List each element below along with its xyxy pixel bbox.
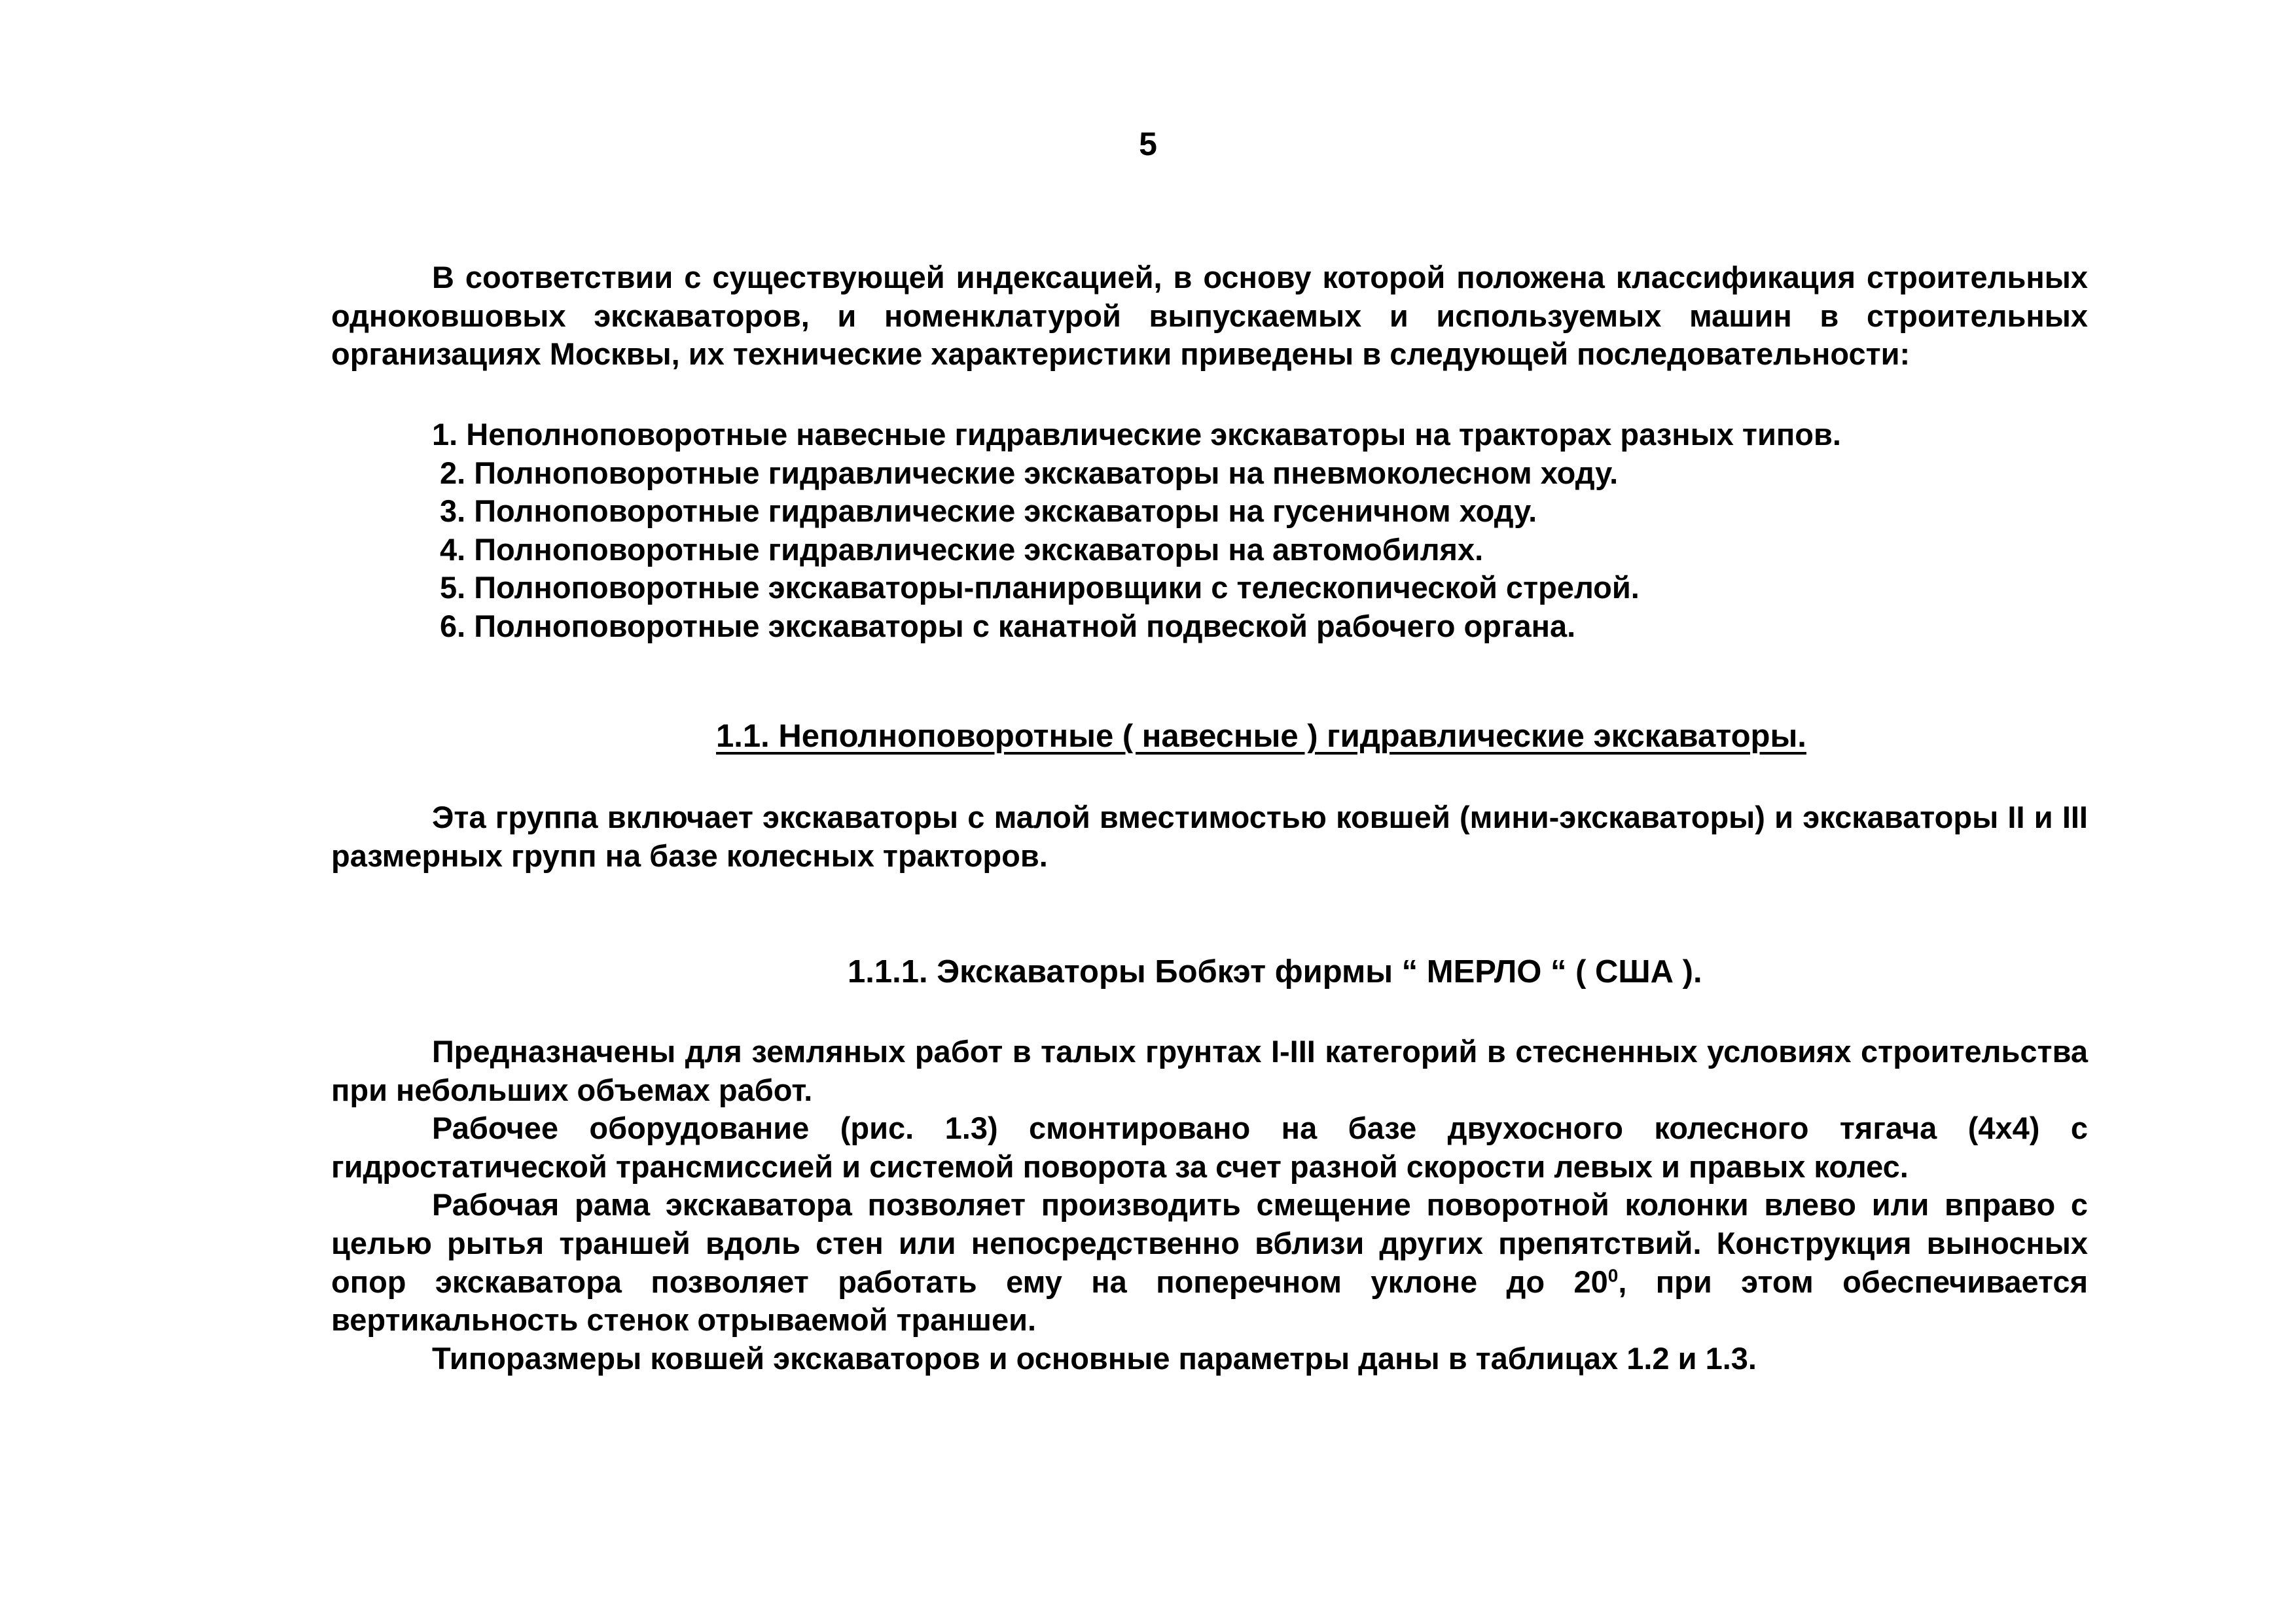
frame-text-tail: , при этом обеспечивается вертикальность стенок отрываемой траншеи.	[331, 1264, 2088, 1338]
frame-text: Рабочая рама экскаватора позволяет производить смещение поворотной колонки влево или вправо с целью рытья траншей вдоль стен или непосредственно вблизи других препятствий. Конструкция выносных опор экскаватора позволяет работать ему на поперечном уклоне до 20	[331, 1187, 2088, 1299]
degree-superscript: 0	[1607, 1264, 1619, 1285]
list-item: 1. Неполноповоротные навесные гидравлические экскаваторы на тракторах разных типов.	[432, 417, 1841, 452]
frame-paragraph	[331, 1186, 2088, 1339]
excavator-type-list	[0, 416, 2296, 645]
section-heading-1-1: 1.1. Неполноповоротные ( навесные ) гидравлические экскаваторы.	[716, 719, 1806, 754]
list-item: 5. Полноповоротные экскаваторы-планировщики с телескопической стрелой.	[440, 570, 1640, 605]
intro-paragraph: В соответствии с существующей индексацией, в основу которой положена классификация строительных одноковшовых экскаваторов, и номенклатурой выпускаемых и используемых машин в строительных организациях Москвы, их технические характеристики приведены в следующей последовательности:	[331, 260, 2088, 371]
equipment-paragraph: Рабочее оборудование (рис. 1.3) смонтировано на базе двухосного колесного тягача (4х4) с гидростатической трансмиссией и системой поворота за счет разной скорости левых и правых колес.	[331, 1111, 2088, 1184]
list-item: 2. Полноповоротные гидравлические экскаваторы на пневмоколесном ходу.	[440, 455, 1619, 490]
section-heading-1-1-1: 1.1.1. Экскаваторы Бобкэт фирмы “ МЕРЛО “ ( США ).	[848, 954, 1702, 990]
group-paragraph: Эта группа включает экскаваторы с малой вместимостью ковшей (мини-экскаваторы) и экскаваторы II и III размерных групп на базе колесных тракторов.	[331, 800, 2088, 873]
list-item: 4. Полноповоротные гидравлические экскаваторы на автомобилях.	[440, 531, 1484, 567]
sizes-paragraph: Типоразмеры ковшей экскаваторов и основные параметры даны в таблицах 1.2 и 1.3.	[432, 1340, 1757, 1376]
intro-section	[331, 259, 2088, 374]
section-1-1-body	[331, 798, 2088, 875]
list-item: 3. Полноповоротные гидравлические экскаваторы на гусеничном ходу.	[440, 493, 1537, 528]
section-1-1-1-body	[331, 1033, 2088, 1378]
purpose-paragraph: Предназначены для земляных работ в талых грунтах I-III категорий в стесненных условиях строительства при небольших объемах работ.	[331, 1034, 2088, 1107]
list-item: 6. Полноповоротные экскаваторы с канатной подвеской рабочего органа.	[440, 608, 1576, 643]
page-number: 5	[1139, 126, 1157, 162]
